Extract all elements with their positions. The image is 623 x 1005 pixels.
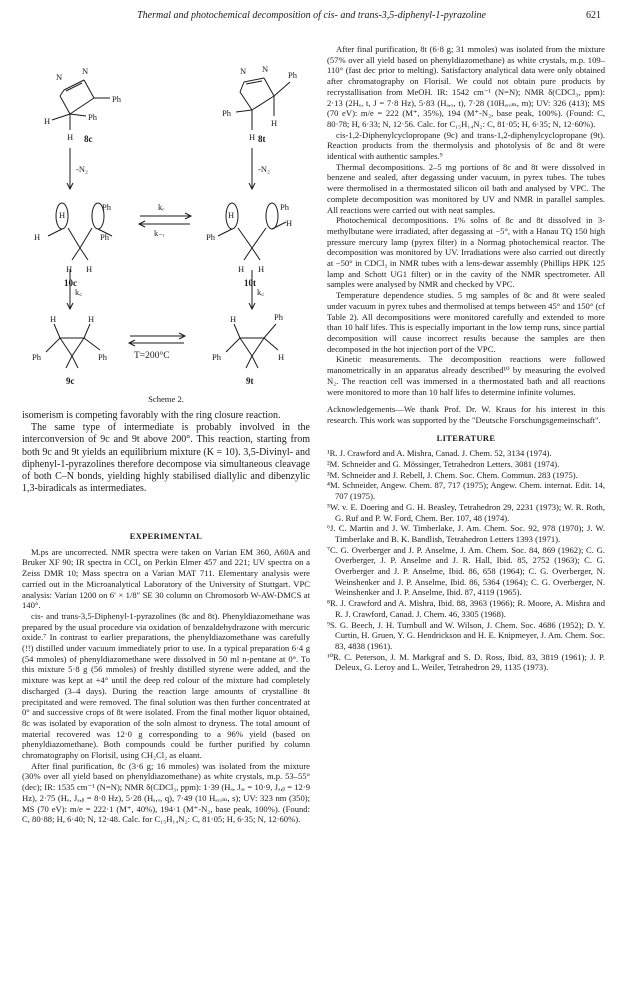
paragraph: cis-1,2-Diphenylcyclopropane (9c) and trans-1,2-diphenylcyclopropane (9t). Reaction products from the thermolysis and photolysis of 8c and 8t were identical with authentic samples.⁹ [327, 129, 605, 162]
paragraph: isomerism is competing favorably with the ring closure reaction. [22, 410, 281, 421]
paragraph: Temperature dependence studies. 5 mg samples of 8c and 8t were sealed under vacuum in pyrex tubes and thermolised at temps between 45° and 150° (cf Table 2). All decompositions were monitored carefully and extended to more than 10 half lifes. This is especially important in the low temp runs, since partial decomposition will cause incorrect results because the samples are then decomposed in the hot injection port of the VPC. [327, 290, 605, 354]
atom-n: N [56, 72, 63, 82]
temperature-label: T=200°C [134, 351, 170, 361]
atom-h: H [59, 210, 66, 220]
paragraph: M.ps are uncorrected. NMR spectra were taken on Varian EM 360, A60A and Bruker XF 90; IR spectra in CCl₄ on Perkin Elmer 457 and 221; UV spectra on a Zeiss DMR 10; Mass spectra on a Varian MAT 711. Elementary analysis were carried out in the Microanalytical Laboratory of the University of Stuttgart. VPC analysis: Varian 1200 on 6′ × 1/8″ SE 30 column on Chromosorb W-AW-DMCS at 140°. [22, 546, 310, 611]
atom-ph: Ph [88, 112, 97, 122]
atom-ph: Ph [222, 108, 231, 118]
paragraph: Kinetic measurements. The decomposition reactions were followed manometrically in an apparatus already described¹⁰ by measuring the evolved N₂. The reaction cell was immersed in a thermostated bath and all reactions were monitored to more than 10 half lifes to determine infinite volumes. [327, 354, 605, 397]
reference-item: ⁴M. Schneider, Angew. Chem. 87, 717 (1975); Angew. Chem. internat. Edit. 14, 707 (1975). [327, 480, 605, 502]
page-number: 621 [586, 10, 601, 21]
compound-label-8t: 8t [258, 134, 266, 144]
atom-ph: Ph [102, 202, 111, 212]
atom-h: H [67, 132, 74, 142]
scheme-2-figure [22, 50, 310, 390]
atom-ph: Ph [280, 202, 289, 212]
reference-item: ⁹S. G. Beech, J. H. Turnbull and W. Wilson, J. Chem. Soc. 4686 (1952); D. Y. Curtin, H. Gruen, Y. G. Hendrickson and H. E. Knipmeyer, J. Am. Chem. Soc. 83, 4838 (1961). [327, 619, 605, 651]
atom-h: H [286, 218, 293, 228]
loss-n2-label: -N₂ [258, 164, 270, 174]
experimental-section [22, 527, 310, 825]
compound-label-10t: 10t [244, 278, 256, 288]
atom-h: H [88, 314, 95, 324]
paragraph: Photochemical decompositions. 1% solns of 8c and 8t dissolved in 3-methylbutane were irradiated, after degassing at −5°, with a Hanau TQ 150 high pressure mercury lamp (pyrex filter) in a Normag photochemical reactor. The decomposition was monitored by UV. Irradiations were also carried out directly at −50° in CDCl₃ in NMR tubes with a lens-dewar assembly (Phillips HPK 125 lamp and Schott UG1 filter) or in the cavity of the NMR spectrometer. All samples were analysed by NMR and checked by VPC. [327, 215, 605, 290]
compound-label-10c: 10c [64, 278, 77, 288]
atom-ph: Ph [206, 232, 215, 242]
running-title: Thermal and photochemical decomposition of cis- and trans-3,5-diphenyl-1-pyrazoline [137, 10, 486, 21]
atom-h: H [44, 116, 51, 126]
literature-heading: LITERATURE [436, 433, 496, 443]
experimental-heading: EXPERIMENTAL [129, 532, 203, 541]
atom-ph: Ph [32, 352, 41, 362]
structure-9c [46, 324, 100, 368]
atom-ph: Ph [288, 70, 297, 80]
reference-item: ¹R. J. Crawford and A. Mishra, Canad. J. Chem. 52, 3134 (1974). [327, 448, 552, 459]
atom-h: H [258, 264, 265, 274]
compound-label-8c: 8c [84, 134, 93, 144]
structure-8c [52, 80, 110, 130]
atom-h: H [50, 314, 57, 324]
paragraph: After final purification, 8c (3·6 g; 16 mmoles) was isolated from the mixture (30% over all yield based on phenyldiazomethane) as white crystals, m.p. 53–55° (dec); IR: 1535 cm⁻¹ (N=N); NMR δ(CDCl₃, ppm): 1·39 (Hₐ, Jₐₑ = 10·9, Jₐ,ᵦ = 12·9 Hz), 2·75 (Hₑ, Jₐ,ᵦ = 8·0 Hz), 5·28 (Hₐ,ₓ, q), 7·49 (10 Hₐᵣₒₘ, s); UV: 323 nm (350); MS (70 eV): m/e = 222·1 (M⁺, 40%), 194·1 (M⁺-N₂, base peak, 100%). (Found: C, 80·88; H, 6·40; N, 12·48. Calc. for C₁₅H₁₄N₂: C, 81·05; H, 6·35; N, 12·60%). [22, 760, 310, 825]
paragraph: Thermal decompositions. 2–5 mg portions of 8c and 8t were dissolved in benzene and sealed, after degassing under vacuum, in pyrex tubes. The tubes were thermolised in a thermostated silicon oil bath and analysed by VPC. The complete decomposition was monitored by UV and NMR in parallel samples. All reactions were carried out with neat samples. [327, 161, 605, 215]
atom-h: H [271, 118, 278, 128]
right-column-body [327, 44, 605, 673]
structure-8t [236, 78, 290, 130]
running-header [0, 10, 623, 24]
atom-ph: Ph [112, 94, 121, 104]
rate-kr-label: kᵣ [158, 202, 165, 212]
acknowledgements: Acknowledgements—We thank Prof. Dr. W. Kraus for his interest in this research. This work was supported by the "Deutsche Forschungsgemeinschaft". [327, 404, 605, 425]
atom-ph: Ph [212, 352, 221, 362]
atom-h: H [230, 314, 237, 324]
reference-list [327, 448, 605, 673]
atom-h: H [86, 264, 93, 274]
atom-h: H [238, 264, 245, 274]
rate-kminusr-label: k₋ᵣ [154, 228, 165, 238]
atom-n: N [240, 66, 247, 76]
structure-9t [226, 324, 278, 368]
atom-ph: Ph [274, 312, 283, 322]
rate-kc-label: k꜀ [257, 287, 265, 297]
rate-kc-label: k꜀ [75, 287, 83, 297]
atom-n: N [262, 64, 269, 74]
paragraph: cis- and trans-3,5-Diphenyl-1-pyrazolines (8c and 8t). Phenyldiazomethane was prepared by the usual procedure via oxidation of benzaldehydrazone with mercuric oxide.⁷ In contrast to earlier preparations, the phenyldiazomethane was carefully (!!) distilled under vacuum immediately prior to use. In a typical preparation 6·4 g (54 mmoles) of phenyldiazomethane were dissolved in 50 ml n-pentane at 0°. To this mixture 5·8 g (56 mmoles) of freshly distilled styrene were added, and the mixture was kept at +4° until the deep red colour of the mixture had completely discharged (3–4 days). During the reaction large amounts of crystalline 8t precipitated and were removed. The final solution was then further concentrated at 0° and successive crops of 8t were isolated. From the final mother liquor obtained, 8c was isolated by evaporation of the soln almost to dryness. The total amount of material recovered was 12·0 g corresponding to a 96% yield (based on phenyldiazomethane). Both compounds could be further purified by column chromatography on Florisil, using CH₂Cl₂ as eluant. [22, 610, 310, 761]
reference-item: ⁵W. v. E. Doering and G. H. Beasley, Tetrahedron 29, 2231 (1973); W. R. Roth, G. Ruf and P. W. Ford, Chem. Ber. 107, 48 (1974). [327, 501, 605, 523]
reference-item: ⁸R. J. Crawford and A. Mishra, Ibid. 88, 3963 (1966); R. Moore, A. Mishra and R. J. Crawford, Canad. J. Chem. 46, 3305 (1968). [327, 598, 605, 619]
scheme-caption: Scheme 2. [148, 394, 184, 404]
atom-h: H [249, 132, 256, 142]
paragraph: After final purification, 8t (6·8 g; 31 mmoles) was isolated from the mixture (57% over all yield based on phenyldiazomethane) as white crystals, m.p. 109–110° (fast dec prior to melting). Satisfactory analytical data were only obtained after chromatography on Florisil. We could not obtain pure products by recrystallisation from MeOH. IR: 1542 cm⁻¹ (N=N); NMR δ(CDCl₃, ppm): 2·13 (2Hₑ, t, J = 7·8 Hz), 5·83 (Hₐ,ₓ, t), 7·28 (10Hₐᵣₒₘ, m); UV: 326 (413); MS (70 eV): m/e = 222 (M⁺, 35%), 194 (M⁺-N₂, base peak, 100%). (Found: C, 80·78; H, 6·33; N, 12·56. Calc. for C₁₅H₁₄N₂: C, 81·05; H, 6·35; N, 12·60%). [327, 44, 605, 129]
left-column-intro [22, 410, 310, 495]
loss-n2-label: -N₂ [76, 164, 88, 174]
compound-label-9c: 9c [66, 376, 75, 386]
reference-item: ¹⁰R. C. Peterson, J. M. Markgraf and S. D. Ross, Ibid. 83, 3819 (1961); J. P. Deleux, G. Leroy and L. Weiler, Tetrahedron 29, 1135 (1973). [327, 651, 605, 673]
atom-h: H [278, 352, 285, 362]
compound-label-9t: 9t [246, 376, 254, 386]
atom-n: N [82, 66, 89, 76]
atom-ph: Ph [98, 352, 107, 362]
reference-item: ⁷C. G. Overberger and J. P. Anselme, J. Am. Chem. Soc. 84, 869 (1962); C. G. Overberger, J. P. Anselme and J. R. Hall, Ibid. 85, 2752 (1963); C. G. Overberger and J. P. Anselme, Ibid. 86, 658 (1964); C. G. Overberger, N. Weinshenker and J. P. Anselme, Ibid. 86, 5364 (1964); C. G. Overberger, N. Weinshenker and J. P. Anselme, Ibid. 87, 4119 (1965). [327, 544, 605, 598]
reference-item: ²M. Schneider and G. Mössinger, Tetrahedron Letters. 3081 (1974). [327, 459, 560, 470]
reference-item: ⁶J. C. Martin and J. W. Timberlake, J. Am. Chem. Soc. 92, 978 (1970); J. W. Timberlake and B. K. Bandlish, Tetrahedron Letters 1393 (1971). [327, 523, 605, 544]
paragraph: The same type of intermediate is probably involved in the interconversion of 9c and 9t above 200°. This reaction, starting from both 9c and 9t yields an equilibrium mixture (K = 10). 3,5-Divinyl- and diphenyl-1-pyrazolines therefore decompose via simultaneous cleavage of both C–N bonds, yielding highly stabilised diallylic and dibenzylic 1,3-biradicals as intermediates. [22, 422, 310, 495]
reference-item: ³M. Schneider and J. Rebell, J. Chem. Soc. Chem. Commun. 283 (1975). [327, 469, 578, 480]
atom-h: H [66, 264, 73, 274]
atom-ph: Ph [100, 232, 109, 242]
atom-h: H [34, 232, 41, 242]
atom-h: H [228, 210, 235, 220]
